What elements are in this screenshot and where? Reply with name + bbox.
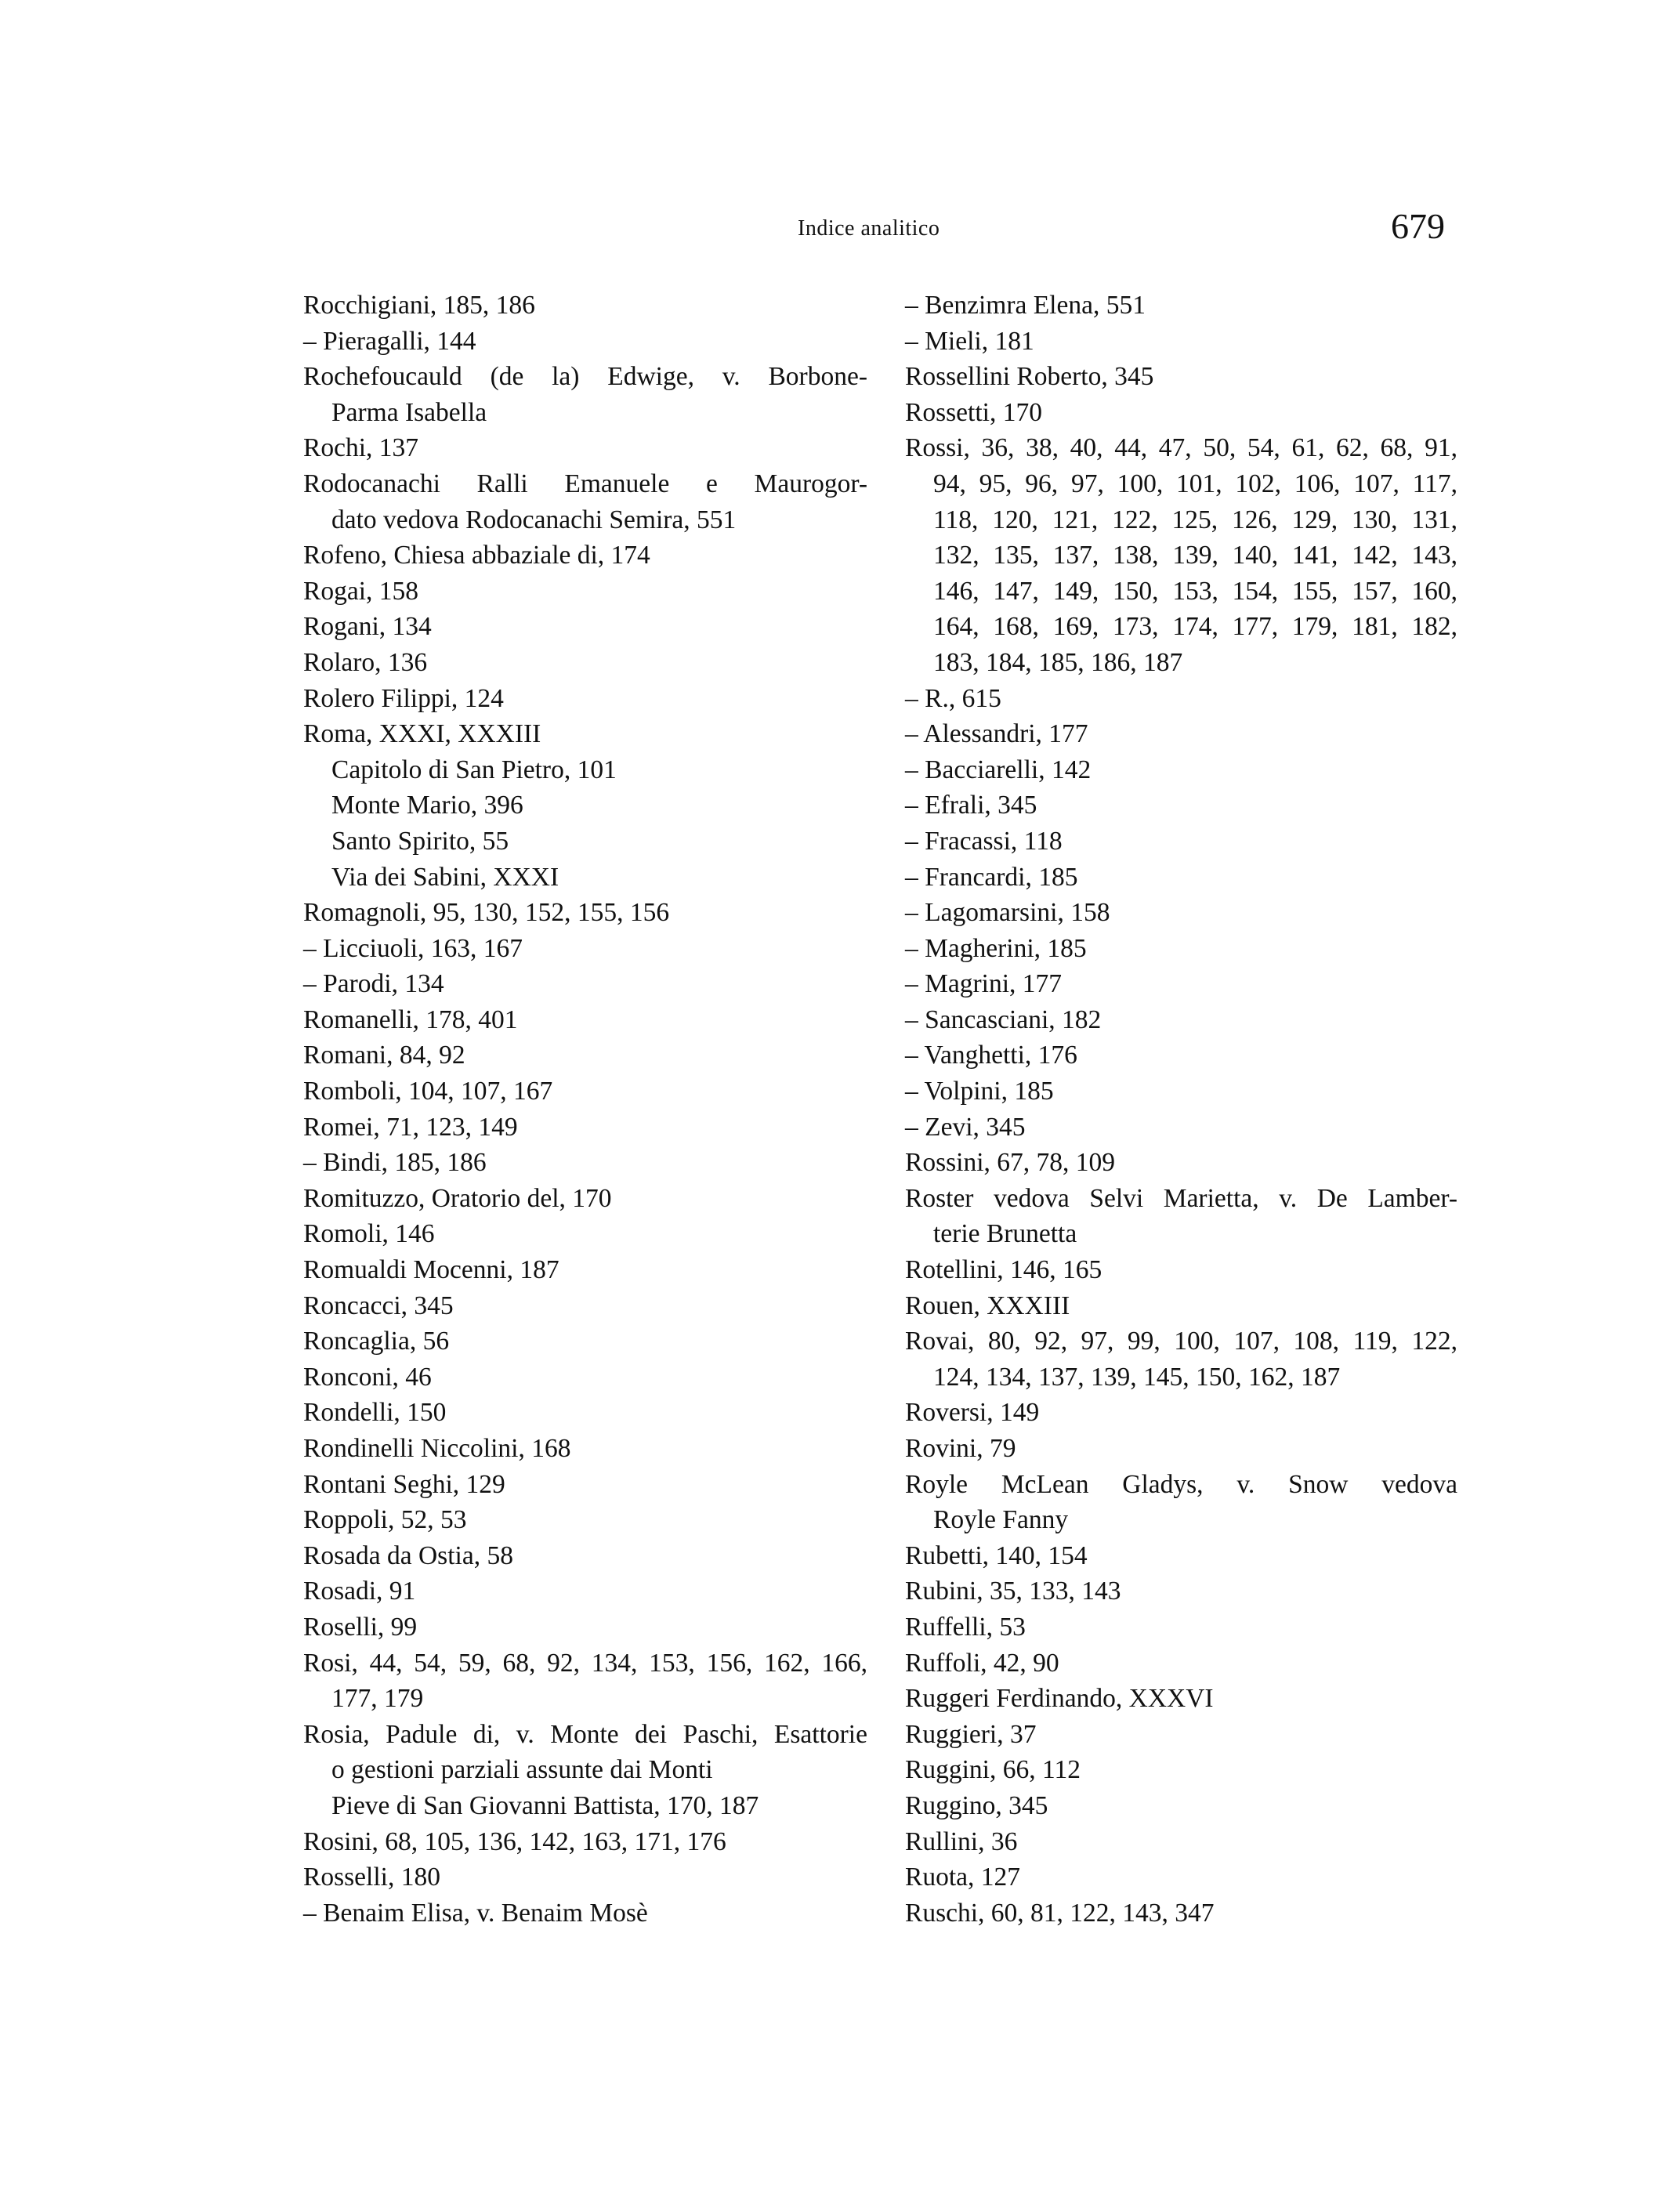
index-entry-line: Romani, 84, 92 <box>303 1041 465 1070</box>
index-entry-line: Romboli, 104, 107, 167 <box>303 1077 553 1106</box>
index-entry-line: Roversi, 149 <box>905 1398 1040 1428</box>
index-entry-line: Roncacci, 345 <box>303 1291 454 1320</box>
index-entry-line: Rofeno, Chiesa abbaziale di, 174 <box>303 541 650 570</box>
index-entry-line: – Lagomarsini, 158 <box>905 898 1110 928</box>
index-entry-line: 164, 168, 169, 173, 174, 177, 179, 181, 182, <box>933 612 1457 642</box>
index-entry-line: Via dei Sabini, XXXI <box>331 862 559 892</box>
index-entry-line: Rogani, 134 <box>303 612 432 642</box>
index-column-right <box>905 288 1457 1931</box>
index-entry-line: – Magherini, 185 <box>905 933 1087 963</box>
index-entry-line: – Sancasciani, 182 <box>905 1005 1102 1034</box>
index-entry-line: – Vanghetti, 176 <box>905 1041 1077 1070</box>
index-entry-line: – Parodi, 134 <box>303 969 444 999</box>
index-entry-line: – Fracassi, 118 <box>905 826 1063 856</box>
index-entry-line: Parma Isabella <box>331 397 487 427</box>
index-entry-line: Rosi, 44, 54, 59, 68, 92, 134, 153, 156, 162, 166, <box>303 1648 867 1678</box>
index-entry-line: Rubetti, 140, 154 <box>905 1541 1088 1570</box>
index-entry-line: Rovai, 80, 92, 97, 99, 100, 107, 108, 119, 122, <box>905 1327 1457 1356</box>
index-entry-line: Rosselli, 180 <box>303 1863 440 1892</box>
index-entry-line: Ronconi, 46 <box>303 1362 432 1392</box>
index-entry-line: Capitolo di San Pietro, 101 <box>331 755 617 784</box>
index-entry-line: Roselli, 99 <box>303 1612 418 1642</box>
index-entry-line: 132, 135, 137, 138, 139, 140, 141, 142, 143, <box>933 541 1457 570</box>
index-entry-line: Rocchigiani, 185, 186 <box>303 291 535 320</box>
index-entry-line: terie Brunetta <box>933 1219 1077 1249</box>
index-entry-line: Rolero Filippi, 124 <box>303 683 504 713</box>
index-entry-line: – Zevi, 345 <box>905 1112 1026 1142</box>
index-entry-line: – Efrali, 345 <box>905 791 1037 820</box>
index-entry-line: Ruggini, 66, 112 <box>905 1755 1081 1785</box>
index-entry-line: Rosia, Padule di, v. Monte dei Paschi, Esattorie <box>303 1719 867 1749</box>
index-entry-line: 183, 184, 185, 186, 187 <box>933 647 1183 677</box>
index-entry-line: 118, 120, 121, 122, 125, 126, 129, 130, 131, <box>933 505 1457 534</box>
index-entry-line: Rondelli, 150 <box>303 1398 447 1428</box>
index-entry-line: – Magrini, 177 <box>905 969 1063 999</box>
index-entry-line: Royle Fanny <box>933 1505 1069 1535</box>
index-entry-line: Romituzzo, Oratorio del, 170 <box>303 1183 612 1213</box>
index-entry-line: Rontani Seghi, 129 <box>303 1469 505 1499</box>
index-entry-line: Rodocanachi Ralli Emanuele e Maurogor- <box>303 469 867 498</box>
index-entry-line: Rossini, 67, 78, 109 <box>905 1148 1116 1178</box>
index-entry-line: – Mieli, 181 <box>905 326 1034 356</box>
index-entry-line: dato vedova Rodocanachi Semira, 551 <box>331 505 737 534</box>
index-entry-line: Romagnoli, 95, 130, 152, 155, 156 <box>303 898 670 928</box>
index-entry-line: – Alessandri, 177 <box>905 719 1088 749</box>
index-entry-line: Rolaro, 136 <box>303 647 428 677</box>
index-entry-line: Rovini, 79 <box>905 1434 1016 1463</box>
index-entry-line: Rullini, 36 <box>905 1827 1018 1856</box>
index-entry-line: Roma, XXXI, XXXIII <box>303 719 541 749</box>
index-entry-line: Ruschi, 60, 81, 122, 143, 347 <box>905 1898 1215 1928</box>
index-entry-line: 177, 179 <box>331 1684 424 1714</box>
index-entry-line: Rosada da Ostia, 58 <box>303 1541 513 1570</box>
index-entry-line: Royle McLean Gladys, v. Snow vedova <box>905 1469 1457 1499</box>
index-entry-line: Roppoli, 52, 53 <box>303 1505 467 1535</box>
index-entry-line: Ruffelli, 53 <box>905 1612 1026 1642</box>
index-entry-line: Roster vedova Selvi Marietta, v. De Lamber- <box>905 1183 1457 1213</box>
index-entry-line: Rouen, XXXIII <box>905 1291 1070 1320</box>
index-entry-line: – Francardi, 185 <box>905 862 1078 892</box>
index-entry-line: – Benaim Elisa, v. Benaim Mosè <box>303 1898 648 1928</box>
index-entry-line: Roncaglia, 56 <box>303 1327 450 1356</box>
index-entry-line: Rosini, 68, 105, 136, 142, 163, 171, 176 <box>303 1827 726 1856</box>
index-entry-line: Rogai, 158 <box>303 576 419 606</box>
index-entry-line: Rochi, 137 <box>303 433 419 463</box>
index-entry-line: Santo Spirito, 55 <box>331 826 509 856</box>
index-entry-line: 94, 95, 96, 97, 100, 101, 102, 106, 107, 117, <box>933 469 1457 498</box>
index-entry-line: Rochefoucauld (de la) Edwige, v. Borbone- <box>303 362 867 392</box>
index-entry-line: Ruggino, 345 <box>905 1790 1048 1820</box>
index-entry-line: Romualdi Mocenni, 187 <box>303 1255 559 1285</box>
index-entry-line: – Licciuoli, 163, 167 <box>303 933 523 963</box>
index-entry-line: Monte Mario, 396 <box>331 791 523 820</box>
index-entry-line: Romanelli, 178, 401 <box>303 1005 518 1034</box>
index-entry-line: Rotellini, 146, 165 <box>905 1255 1102 1285</box>
index-entry-line: Rosadi, 91 <box>303 1577 416 1606</box>
index-entry-line: Ruffoli, 42, 90 <box>905 1648 1059 1678</box>
index-entry-line: – R., 615 <box>905 683 1001 713</box>
index-column-left <box>303 288 867 1931</box>
index-entry-line: – Bindi, 185, 186 <box>303 1148 487 1178</box>
index-entry-line: 146, 147, 149, 150, 153, 154, 155, 157, 160, <box>933 576 1457 606</box>
index-entry-line: – Benzimra Elena, 551 <box>905 291 1146 320</box>
index-entry-line: Ruggieri, 37 <box>905 1719 1037 1749</box>
index-entry-line: Pieve di San Giovanni Battista, 170, 187 <box>331 1790 759 1820</box>
index-entry-line: Rubini, 35, 133, 143 <box>905 1577 1121 1606</box>
index-entry-line: Ruota, 127 <box>905 1863 1021 1892</box>
index-entry-line: Ruggeri Ferdinando, XXXVI <box>905 1684 1214 1714</box>
index-entry-line: Rossellini Roberto, 345 <box>905 362 1154 392</box>
index-entry-line: Rondinelli Niccolini, 168 <box>303 1434 571 1463</box>
index-entry-line: 124, 134, 137, 139, 145, 150, 162, 187 <box>933 1362 1341 1392</box>
index-entry-line: Romei, 71, 123, 149 <box>303 1112 518 1142</box>
index-entry-line: Romoli, 146 <box>303 1219 435 1249</box>
index-entry-line: – Bacciarelli, 142 <box>905 755 1092 784</box>
running-title: Indice analitico <box>798 216 940 241</box>
index-entry-line: o gestioni parziali assunte dai Monti <box>331 1755 713 1785</box>
index-entry-line: Rossetti, 170 <box>905 397 1042 427</box>
index-entry-line: – Volpini, 185 <box>905 1077 1054 1106</box>
page-number: 679 <box>1391 206 1445 246</box>
index-entry-line: Rossi, 36, 38, 40, 44, 47, 50, 54, 61, 62, 68, 91, <box>905 433 1457 463</box>
index-entry-line: – Pieragalli, 144 <box>303 326 476 356</box>
